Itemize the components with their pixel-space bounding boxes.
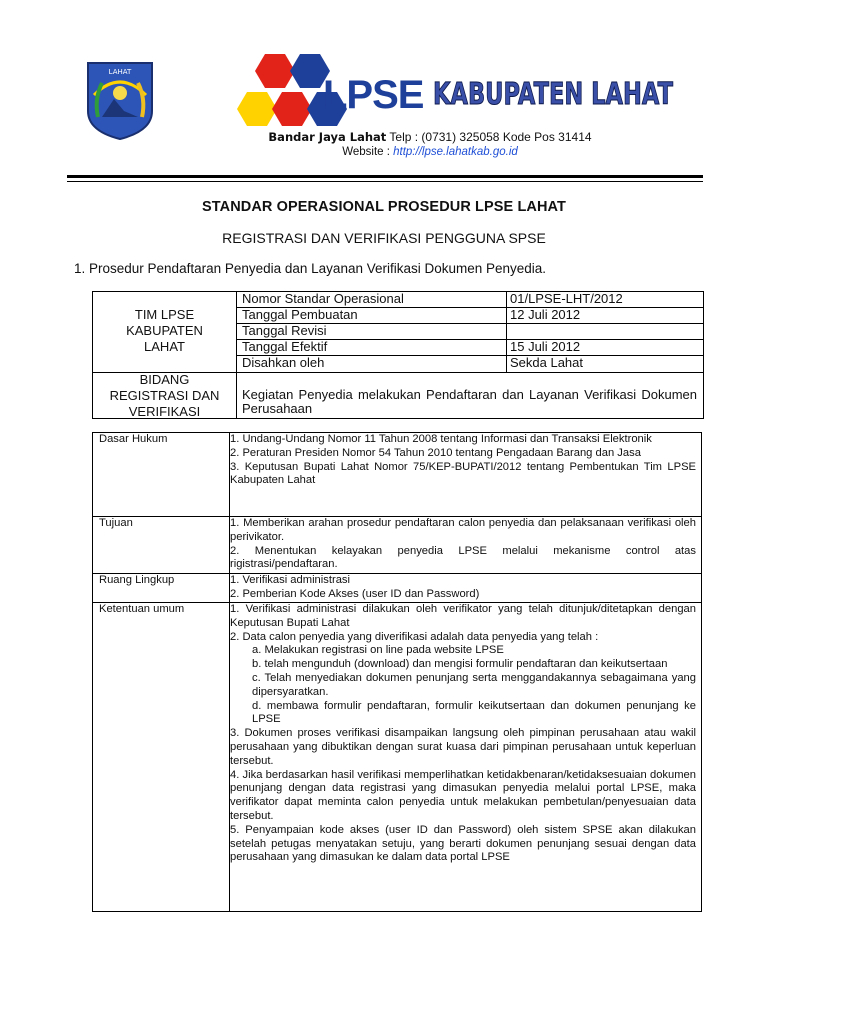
sop-row-label: Tanggal Revisi — [242, 323, 327, 338]
header-divider-thick — [67, 175, 703, 178]
row-label-tujuan: Tujuan — [99, 517, 133, 529]
logo-lpse-text: LPSE — [323, 73, 424, 117]
list-item: 1. Verifikasi administrasi dilakukan oleh verifikator yang telah ditunjuk/ditetapkan dengan Keputusan Bupati Lahat — [230, 603, 696, 629]
list-item: 2. Peraturan Presiden Nomor 54 Tahun 2010 tentang Pengadaan Barang dan Jasa — [230, 446, 641, 459]
contact-line — [0, 130, 860, 144]
sop-row-value: 12 Juli 2012 — [510, 307, 581, 322]
bidang-label — [93, 373, 236, 419]
list-item: 2. Data calon penyedia yang diverifikasi adalah data penyedia yang telah : — [230, 630, 599, 643]
logo-kabupaten-text: KABUPATEN LAHAT — [433, 77, 674, 112]
sop-row-value: 15 Juli 2012 — [510, 339, 581, 354]
list-item: 1. Memberikan arahan prosedur pendaftaran calon penyedia dan pelaksanaan verifikasi oleh perivikator. — [230, 517, 696, 543]
sop-row-label: Tanggal Efektif — [242, 339, 328, 354]
ruang-lingkup-list — [230, 574, 696, 602]
crest-text: LAHAT — [108, 68, 132, 76]
document-subtitle: REGISTRASI DAN VERIFIKASI PENGGUNA SPSE — [222, 230, 546, 246]
bidang-line-2: REGISTRASI DAN — [109, 388, 220, 403]
sub-list-item: c. Telah menyediakan dokumen penunjang serta menggandakannya sebagaimana yang dipersyaratkan. — [252, 671, 696, 698]
list-item: 2. Pemberian Kode Akses (user ID dan Password) — [230, 587, 480, 600]
sub-list-item: d. membawa formulir pendaftaran, formulir keikutsertaan dan dokumen penunjang ke LPSE — [252, 699, 696, 726]
dasar-hukum-list — [230, 433, 696, 488]
list-item: 5. Penyampaian kode akses (user ID dan Password) oleh sistem SPSE akan dilakukan setelah petugas menyatakan setuju, yang berarti dokumen penunjang sesuai dengan data perusahaan yang dimasukan ke dalam data portal LPSE — [230, 823, 696, 864]
team-line-1: TIM LPSE — [134, 307, 195, 322]
kegiatan-text: Kegiatan Penyedia melakukan Pendaftaran dan Layanan Verifikasi Dokumen Perusahaan — [242, 387, 697, 416]
ketentuan-umum-list — [230, 603, 696, 865]
list-item: 3. Dokumen proses verifikasi disampaikan langsung oleh pimpinan perusahaan atau wakil perusahaan yang dibuktikan dengan surat kuasa dari pimpinan perusahaan untuk keperluan tersebut. — [230, 727, 696, 767]
lpse-logo — [237, 52, 677, 128]
list-item: 4. Jika berdasarkan hasil verifikasi memperlihatkan ketidakbenaran/ketidaksesuaian dokumen penunjang dengan data registrasi yang dimasukan penyedia melalui portal LPSE, maka verifikator dapat meminta calon penyedia untuk melakukan pembetulan/penyesuaian data tersebut. — [230, 768, 696, 822]
header-divider-thin — [67, 181, 703, 182]
sop-info-table — [92, 291, 704, 419]
bidang-line-3: VERIFIKASI — [128, 404, 201, 419]
website-link[interactable]: http://lpse.lahatkab.go.id — [393, 146, 518, 158]
list-item: 2. Menentukan kelayakan penyedia LPSE melalui mekanisme control atas rigistrasi/pendaftaran. — [230, 544, 696, 571]
website-label: Website : — [342, 146, 394, 158]
row-label-ruang-lingkup: Ruang Lingkup — [99, 574, 175, 586]
sop-row-label: Disahkan oleh — [242, 355, 325, 370]
list-item: 1. Undang-Undang Nomor 11 Tahun 2008 tentang Informasi dan Transaksi Elektronik — [230, 433, 652, 445]
row-label-ketentuan-umum: Ketentuan umum — [99, 603, 185, 615]
lahat-crest-logo — [84, 59, 156, 141]
document-title: STANDAR OPERASIONAL PROSEDUR LPSE LAHAT — [201, 199, 566, 215]
org-name: Bandar Jaya Lahat — [268, 130, 387, 144]
row-label-dasar-hukum: Dasar Hukum — [99, 433, 168, 445]
bidang-line-1: BIDANG — [139, 372, 190, 387]
sub-list-item: a. Melakukan registrasi on line pada website LPSE — [252, 644, 504, 657]
team-line-2: KABUPATEN — [126, 323, 203, 338]
phone-postcode: Telp : (0731) 325058 Kode Pos 31414 — [386, 130, 592, 144]
list-item: 3. Keputusan Bupati Lahat Nomor 75/KEP-BUPATI/2012 tentang Pembentukan Tim LPSE Kabupaten Lahat — [230, 460, 696, 487]
sop-row-value: 01/LPSE-LHT/2012 — [510, 291, 623, 306]
sop-detail-table — [92, 432, 702, 912]
section-heading: 1. Prosedur Pendaftaran Penyedia dan Layanan Verifikasi Dokumen Penyedia. — [74, 261, 547, 276]
sub-list-item: b. telah mengunduh (download) dan mengisi formulir pendaftaran dan keikutsertaan — [252, 658, 668, 671]
tujuan-list — [230, 517, 696, 572]
sop-row-label: Tanggal Pembuatan — [242, 307, 358, 322]
team-label — [93, 308, 236, 354]
sop-row-label: Nomor Standar Operasional — [242, 291, 404, 306]
list-item: 1. Verifikasi administrasi — [230, 574, 350, 586]
team-line-3: LAHAT — [144, 339, 185, 354]
sop-row-value: Sekda Lahat — [510, 355, 584, 370]
website-line — [0, 146, 860, 158]
